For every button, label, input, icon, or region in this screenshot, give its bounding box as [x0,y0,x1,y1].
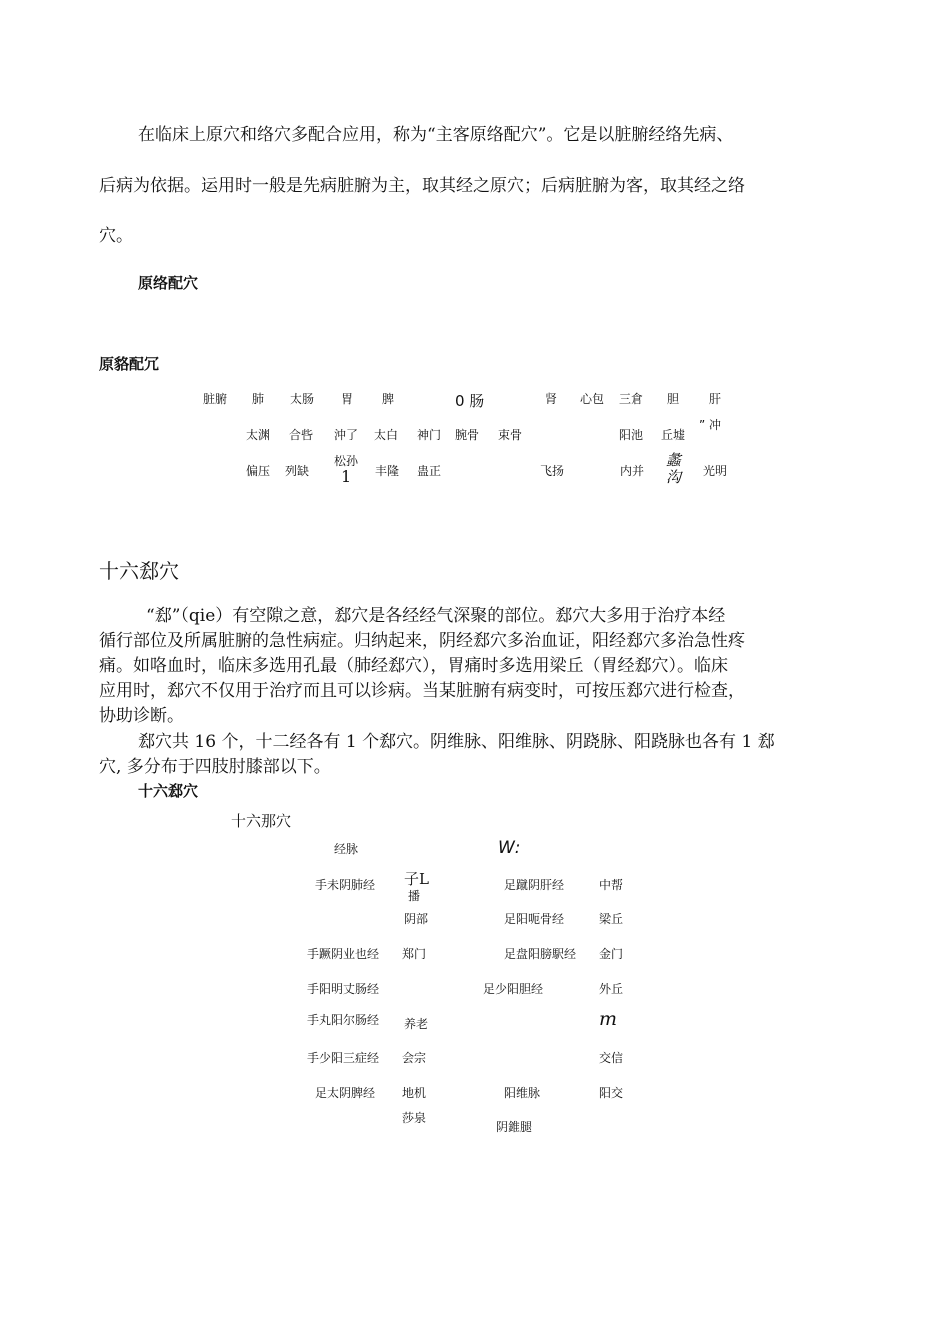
meridian-cell: 阳维脉 [504,1086,541,1100]
meridian-cell: 手阳明丈肠经 [307,982,380,996]
table-cell-luo: 列缺 [285,464,310,478]
table-cell-yuan: ” 冲 [699,418,722,432]
table-cell-luo: 1 [341,467,352,486]
xixue-paragraph-2-line: 穴, 多分布于四肢肘膝部以下。 [99,757,331,777]
table-cell-yuan: 阳池 [619,428,644,442]
section-title-xixue: 十六郄穴 [99,559,179,583]
section-heading-xixue: 十六郄穴 [138,782,199,800]
table-header-cell: 肺 [252,392,265,406]
table-cell-luo: 蛊正 [417,464,442,478]
table-cell-luo: 偏压 [246,464,271,478]
meridian-cell: 手未阴肺经 [315,878,376,892]
table-header-cell: 肾 [545,392,558,406]
point-cell: 外丘 [599,982,624,996]
table-header-cell: 三倉 [619,392,644,406]
xixue-paragraph-2-line: 郄穴共 16 个，十二经各有 1 个郄穴。阴维脉、阳维脉、阴跷脉、阳跷脉也各有 1 郄 [138,732,775,752]
table-header-left: 经脉 [334,842,359,856]
section-heading-yuanluo-scan: 原貉配冗 [99,355,160,373]
table-cell-yuan: 太渊 [246,428,271,442]
point-cell: 金门 [599,947,624,961]
meridian-cell: 手少阳三症经 [307,1051,380,1065]
meridian-cell: 手丸阳尔肠经 [307,1013,380,1027]
table-cell-yuan: 束骨 [498,428,523,442]
table-header-cell: 胆 [667,392,680,406]
table-header-cell: 脾 [382,392,395,406]
meridian-cell: 阴錐腿 [496,1120,533,1134]
point-cell: 会宗 [402,1051,427,1065]
meridian-cell: 足阳呃骨经 [504,912,565,926]
xixue-paragraph-1-line: 应用时，郄穴不仅用于治疗而且可以诊病。当某脏腑有病变时，可按压郄穴进行检查， [99,681,745,701]
point-cell: 阳交 [599,1086,624,1100]
point-cell: 地机 [402,1086,427,1100]
point-cell: 子L [404,870,429,888]
meridian-cell: 足盘阳膀駅经 [504,947,577,961]
table-cell-luo: 丰隆 [375,464,400,478]
table-cell-yuan: 太白 [374,428,399,442]
table-header-cell: 太肠 [290,392,315,406]
table-cell-yuan: 丘墟 [661,428,686,442]
table-header-right: W: [498,838,521,858]
table-header-cell: 胃 [341,392,354,406]
intro-line-1: 在临床上原穴和络穴多配合应用，称为“主客原络配穴”。它是以脏腑经络先病、 [138,125,734,145]
table-cell-luo: 飞扬 [540,464,565,478]
table-cell-luo: 光明 [703,464,728,478]
table-cell-luo: 蠡沟 [666,451,682,486]
table-cell-yuan: 沖了 [334,428,359,442]
point-cell: 养老 [404,1017,429,1031]
point-cell: 阴部 [404,912,429,926]
table-cell-yuan: 合呰 [289,428,314,442]
xixue-paragraph-1-line: 协助诊断。 [99,706,184,726]
point-cell: 播 [408,889,421,903]
meridian-cell: 足太阴脾经 [315,1086,376,1100]
point-cell: 莎泉 [402,1111,427,1125]
intro-line-2: 后病为依据。运用时一般是先病脏腑为主，取其经之原穴；后病脏腑为客，取其经之络 [99,176,745,196]
xixue-paragraph-1-line: 痛。如咯血时，临床多选用孔最（肺经郄穴），胃痛时多选用梁丘（胃经郄穴）。临床 [99,656,728,676]
point-cell: 梁丘 [599,912,624,926]
intro-line-3: 穴。 [99,226,133,246]
meridian-cell: 足少阳胆经 [483,982,544,996]
point-cell: 中帮 [599,878,624,892]
table-cell-luo: 松孙 [334,454,359,468]
section-heading-yuanluo: 原络配穴 [138,274,199,292]
table-cell-yuan: 神门 [417,428,442,442]
table-header-cell: 肝 [709,392,722,406]
point-cell: m [599,1008,618,1030]
table-cell-yuan: 腕骨 [455,428,480,442]
table-cell-luo: 内并 [620,464,645,478]
table-header-cell: 心包 [580,392,605,406]
point-cell: 郑门 [402,947,427,961]
meridian-cell: 足蹴阴肝经 [504,878,565,892]
table-header-cell: 0 肠 [455,392,485,410]
point-cell: 交信 [599,1051,624,1065]
section-heading-xixue-scan: 十六那穴 [231,812,292,830]
meridian-cell: 手蹶阴业也经 [307,947,380,961]
xixue-paragraph-1-line: 循行部位及所属脏腑的急性病症。归纳起来，阴经郄穴多治血证，阳经郄穴多治急性疼 [99,631,745,651]
xixue-paragraph-1-line: “郄”（qie）有空隙之意，郄穴是各经经气深聚的部位。郄穴大多用于治疗本经 [146,606,726,626]
table-header-cell: 脏腑 [203,392,228,406]
